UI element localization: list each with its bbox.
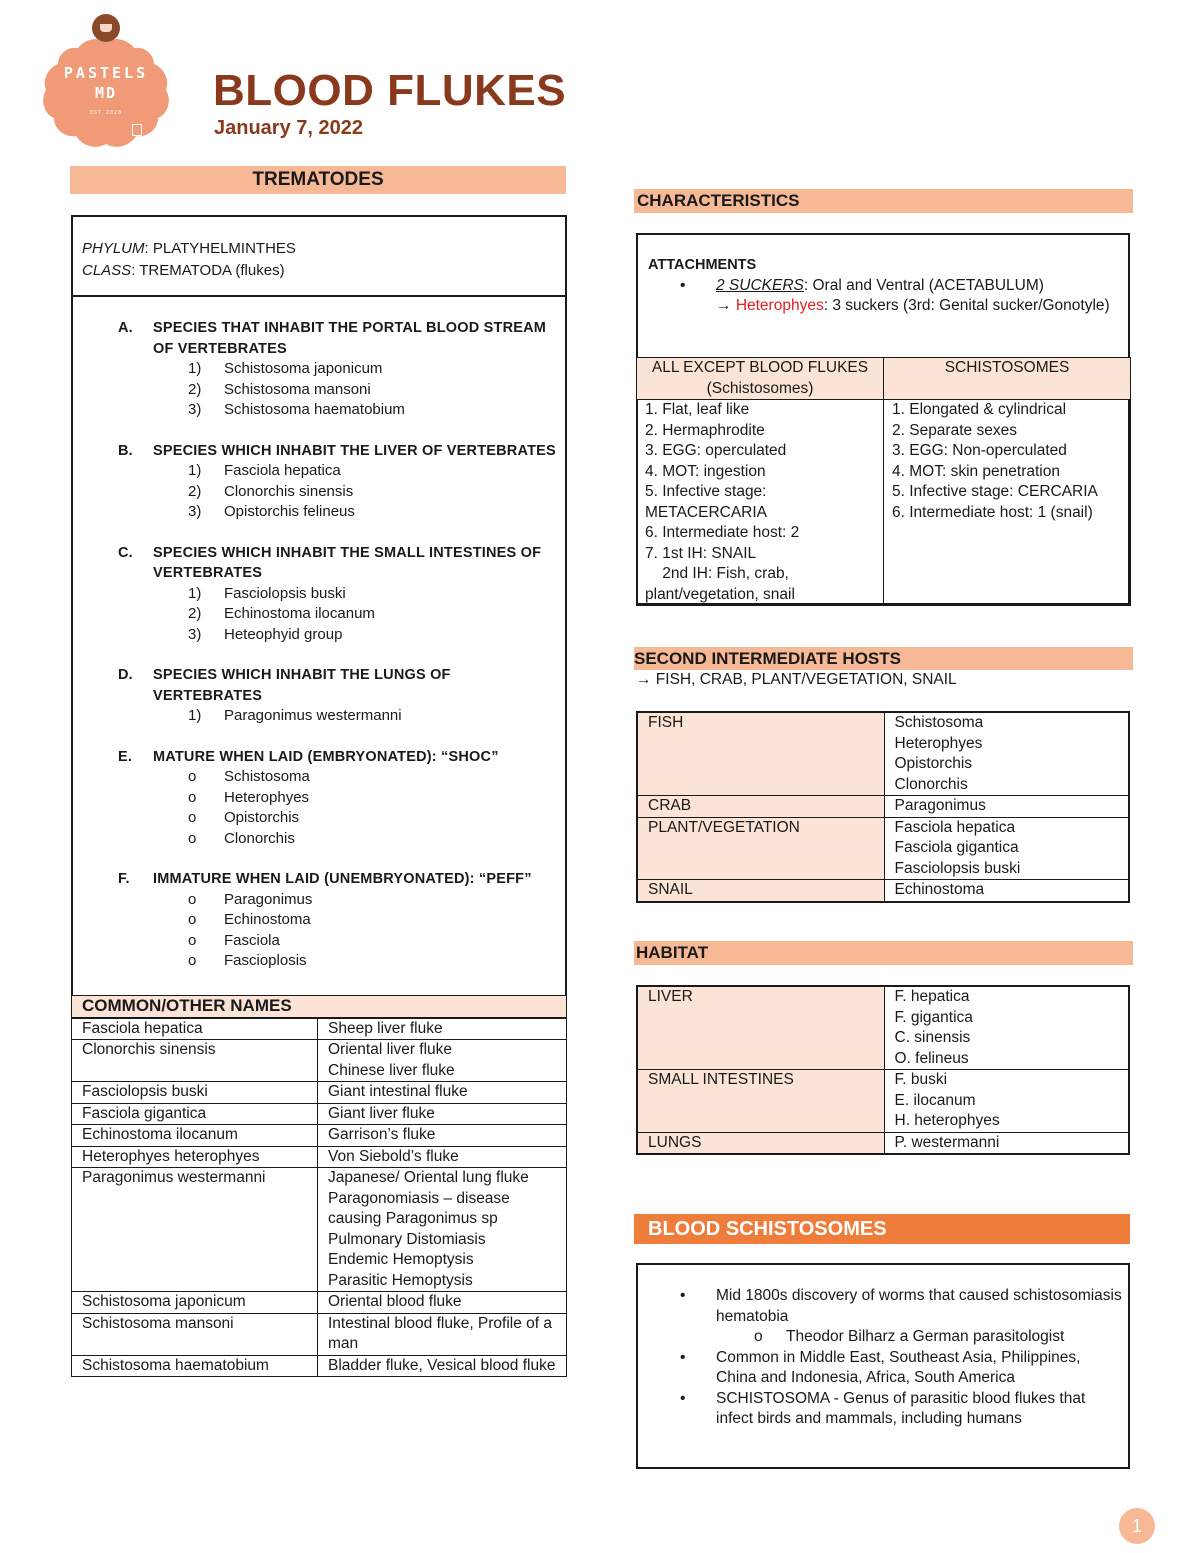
list-item	[188, 788, 558, 809]
blood-schistosomes-list	[648, 1286, 1123, 1430]
common-name: Oriental blood fluke	[328, 1293, 462, 1310]
characteristic-item: 6. Intermediate host: 2	[645, 524, 800, 541]
classification-text	[82, 238, 296, 282]
species-items	[188, 767, 558, 849]
attachments	[648, 255, 1118, 317]
common-name-cell	[318, 1355, 567, 1377]
species-items	[188, 359, 558, 421]
common-name: Intestinal blood fluke, Profile of a man	[328, 1314, 553, 1352]
species-group	[118, 543, 558, 646]
common-name-cell	[318, 1313, 567, 1355]
common-name-cell	[318, 1146, 567, 1168]
group-letter: B.	[118, 442, 133, 459]
group-letter: C.	[118, 544, 133, 561]
list-item	[188, 604, 558, 625]
stethoscope-icon	[132, 124, 142, 136]
group-heading-text: SPECIES THAT INHABIT THE PORTAL BLOOD STREAM OF VERTEBRATES	[153, 320, 547, 357]
table-row	[72, 1125, 567, 1147]
species-name: Echinostoma	[224, 911, 311, 928]
blood-schistosomes-header: BLOOD SCHISTOSOMES	[634, 1214, 1130, 1244]
species-name: Heteophyid group	[224, 625, 343, 643]
group-letter: F.	[118, 871, 130, 887]
schisto-subpoint-1: Theodor Bilharz a German parasitologist	[786, 1328, 1065, 1345]
common-name: Garrison’s fluke	[328, 1126, 436, 1143]
characteristic-item: 3. EGG: operculated	[645, 442, 787, 459]
label-cell: SMALL INTESTINES	[637, 1070, 884, 1133]
habitat-table	[636, 985, 1130, 1155]
col1-header: ALL EXCEPT BLOOD FLUKES (Schistosomes)	[637, 358, 884, 400]
class-value: : TREMATODA (flukes)	[131, 262, 285, 279]
characteristic-item: 2. Hermaphrodite	[645, 421, 765, 439]
species-items	[188, 890, 558, 972]
group-heading-text: IMMATURE WHEN LAID (UNEMBRYONATED): “PEFF”	[153, 871, 532, 887]
list-item	[188, 951, 558, 972]
list-item	[188, 400, 558, 421]
species-name: Fasciola hepatica	[224, 462, 341, 479]
list-item	[648, 1389, 1123, 1430]
table-row	[637, 986, 1129, 1070]
common-name-cell	[318, 1040, 567, 1082]
species-cell: Schistosoma haematobium	[72, 1355, 318, 1377]
list-item	[188, 380, 558, 401]
characteristic-item: 5. Infective stage: METACERCARIA	[645, 483, 771, 521]
col2-header: SCHISTOSOMES	[884, 358, 1131, 400]
species-group	[118, 869, 558, 972]
common-name-cell	[318, 1292, 567, 1314]
species-list	[118, 318, 558, 992]
table-row	[72, 1168, 567, 1292]
group-letter: E.	[118, 748, 133, 765]
phylum-value: : PLATYHELMINTHES	[144, 240, 296, 257]
species-name: Heterophyes	[894, 734, 983, 752]
species-name: Schistosoma mansoni	[224, 380, 371, 398]
second-ih-header: SECOND INTERMEDIATE HOSTS	[634, 647, 1133, 670]
species-cell: Fasciola gigantica	[72, 1103, 318, 1125]
pastels-md-logo	[36, 28, 176, 152]
species-name: F. hepatica	[894, 988, 970, 1005]
page-date: January 7, 2022	[214, 117, 363, 139]
list-item	[188, 359, 558, 380]
common-name-cell	[318, 1082, 567, 1104]
characteristic-item: 7. 1st IH: SNAIL	[645, 544, 757, 562]
list-item	[188, 931, 558, 952]
characteristic-item: 2nd IH: Fish, crab, plant/vegetation, snail	[645, 565, 795, 603]
species-name: Clonorchis	[224, 829, 295, 847]
table-row	[72, 1040, 567, 1082]
species-group-heading	[118, 747, 558, 768]
common-name: Bladder fluke, Vesical blood fluke	[328, 1356, 556, 1374]
list-item	[648, 1348, 1123, 1389]
species-group-heading	[118, 318, 558, 359]
second-ih-summary: → FISH, CRAB, PLANT/VEGETATION, SNAIL	[636, 671, 957, 688]
species-cell: Fasciola hepatica	[72, 1018, 318, 1040]
characteristic-item: 5. Infective stage: CERCARIA	[892, 483, 1098, 500]
species-name: Fasciolopsis buski	[894, 859, 1021, 877]
list-item	[188, 625, 558, 646]
species-name: P. westermanni	[894, 1133, 1000, 1151]
list-item	[188, 890, 558, 911]
species-name: H. heterophyes	[894, 1112, 1000, 1129]
bullet-icon: •	[680, 276, 686, 294]
item-marker: o	[188, 890, 197, 908]
attachments-heading: ATTACHMENTS	[648, 257, 757, 273]
characteristics-table	[636, 357, 1131, 606]
species-name: Schistosoma haematobium	[224, 401, 405, 418]
species-name: Echinostoma ilocanum	[224, 605, 375, 622]
group-letter: A.	[118, 320, 133, 336]
species-group-heading	[118, 441, 558, 462]
species-name: Clonorchis sinensis	[224, 482, 354, 500]
common-name: Paragonomiasis – disease causing Paragonimus sp	[328, 1189, 510, 1227]
species-name: Fascioplosis	[224, 952, 307, 969]
species-group	[118, 441, 558, 523]
species-group-heading	[118, 869, 558, 890]
species-cell: Clonorchis sinensis	[72, 1040, 318, 1082]
species-name: Opistorchis	[894, 755, 973, 772]
heterophyes-text: : 3 suckers (3rd: Genital sucker/Gonotyle)	[823, 297, 1110, 314]
label-cell: LUNGS	[637, 1132, 884, 1154]
species-items	[188, 461, 558, 523]
item-marker: 2)	[188, 482, 202, 500]
species-name: Opistorchis	[224, 809, 300, 826]
list-item	[188, 808, 558, 829]
species-name: Paragonimus	[894, 797, 986, 814]
species-name: Fasciola hepatica	[894, 818, 1016, 836]
label-cell: LIVER	[637, 986, 884, 1070]
species-group-heading	[118, 665, 558, 706]
list-item	[188, 706, 558, 727]
common-name: Oriental liver fluke	[328, 1041, 453, 1058]
table-row	[72, 1103, 567, 1125]
item-marker: o	[188, 768, 197, 785]
item-marker: 3)	[188, 625, 202, 643]
item-marker: o	[188, 911, 197, 928]
bullet-icon: •	[680, 1389, 686, 1407]
table-row	[72, 1292, 567, 1314]
common-name: Giant intestinal fluke	[328, 1083, 468, 1100]
logo-line-1: PASTELS	[63, 64, 149, 82]
species-cell: Schistosoma japonicum	[72, 1292, 318, 1314]
species-cell: Echinostoma ilocanum	[72, 1125, 318, 1147]
item-marker: 1)	[188, 462, 202, 479]
common-name: Endemic Hemoptysis	[328, 1251, 474, 1268]
common-name-cell	[318, 1125, 567, 1147]
species-name: Paragonimus westermanni	[224, 707, 402, 724]
list-item	[188, 461, 558, 482]
item-marker: o	[188, 809, 197, 826]
common-names-table	[71, 995, 567, 1377]
item-marker: 2)	[188, 605, 202, 622]
sub-bullet-icon: o	[754, 1328, 763, 1345]
table-row	[72, 1355, 567, 1377]
bullet-icon: •	[680, 1287, 686, 1304]
list-item	[188, 502, 558, 523]
characteristic-item: 1. Elongated & cylindrical	[892, 401, 1067, 418]
common-name-cell	[318, 1018, 567, 1040]
list-item	[188, 584, 558, 605]
arrow-icon: →	[716, 297, 736, 314]
group-letter: D.	[118, 667, 133, 683]
species-cell: Schistosoma mansoni	[72, 1313, 318, 1355]
class-label: CLASS	[82, 262, 132, 279]
species-items	[188, 706, 558, 727]
table-row	[637, 712, 1129, 796]
page-number: 1	[1119, 1508, 1155, 1544]
species-cell	[884, 796, 1129, 818]
characteristic-item: 1. Flat, leaf like	[645, 401, 750, 418]
species-cell: Fasciolopsis buski	[72, 1082, 318, 1104]
characteristic-item: 4. MOT: skin penetration	[892, 462, 1060, 480]
species-group	[118, 318, 558, 421]
list-item	[188, 829, 558, 850]
coffee-cup-icon	[92, 14, 120, 42]
list-item	[188, 767, 558, 788]
table-row	[72, 1146, 567, 1168]
label-cell: CRAB	[637, 796, 884, 818]
item-marker: 1)	[188, 707, 202, 724]
habitat-header: HABITAT	[634, 941, 1133, 965]
list-item	[648, 1286, 1123, 1327]
schisto-point-2: Common in Middle East, Southeast Asia, Philippines, China and Indonesia, Africa, South America	[716, 1348, 1081, 1386]
table-row	[72, 1018, 567, 1040]
item-marker: o	[188, 931, 197, 949]
species-cell: Paragonimus westermanni	[72, 1168, 318, 1292]
table-row	[637, 1070, 1129, 1133]
common-name-cell	[318, 1103, 567, 1125]
species-name: Schistosoma	[224, 768, 310, 785]
table-row	[637, 1132, 1129, 1154]
species-cell	[884, 1132, 1129, 1154]
species-name: Opistorchis felineus	[224, 503, 355, 520]
col2-cell	[884, 400, 1131, 606]
schisto-point-3: SCHISTOSOMA - Genus of parasitic blood flukes that infect birds and mammals, including humans	[716, 1389, 1086, 1427]
group-heading-text: MATURE WHEN LAID (EMBRYONATED): “SHOC”	[153, 748, 499, 765]
characteristics-header: CHARACTERISTICS	[634, 189, 1133, 213]
second-ih-table	[636, 711, 1130, 903]
list-item	[648, 1327, 1123, 1348]
table-row	[72, 1082, 567, 1104]
group-heading-text: SPECIES WHICH INHABIT THE LIVER OF VERTEBRATES	[153, 442, 556, 459]
species-name: Heterophyes	[224, 788, 310, 806]
attachments-item	[648, 276, 1118, 317]
suckers-text: : Oral and Ventral (ACETABULUM)	[803, 276, 1044, 294]
common-name: Giant liver fluke	[328, 1104, 435, 1122]
common-name: Pulmonary Distomiasis	[328, 1230, 486, 1248]
species-cell	[884, 712, 1129, 796]
species-name: Schistosoma japonicum	[224, 360, 383, 377]
species-name: Fasciola gigantica	[894, 839, 1019, 856]
species-name: Clonorchis	[894, 775, 968, 793]
species-name: C. sinensis	[894, 1029, 971, 1046]
group-heading-text: SPECIES WHICH INHABIT THE SMALL INTESTINES OF VERTEBRATES	[153, 544, 542, 581]
table-row	[637, 796, 1129, 818]
table-row	[637, 817, 1129, 880]
species-name: F. buski	[894, 1071, 948, 1088]
label-cell: FISH	[637, 712, 884, 796]
common-names-header: COMMON/OTHER NAMES	[72, 996, 567, 1018]
characteristic-item: 6. Intermediate host: 1 (snail)	[892, 503, 1093, 521]
species-items	[188, 584, 558, 646]
label-cell: SNAIL	[637, 880, 884, 902]
species-cell	[884, 880, 1129, 902]
label-cell: PLANT/VEGETATION	[637, 817, 884, 880]
species-group	[118, 665, 558, 727]
trematodes-header: TREMATODES	[70, 166, 566, 194]
list-item	[188, 482, 558, 503]
page-title: BLOOD FLUKES	[213, 66, 567, 115]
col1-cell	[637, 400, 884, 606]
item-marker: 3)	[188, 503, 202, 520]
species-name: E. ilocanum	[894, 1091, 976, 1109]
common-name: Von Siebold’s fluke	[328, 1147, 459, 1165]
schisto-point-1: Mid 1800s discovery of worms that caused schistosomiasis hematobia	[716, 1287, 1122, 1325]
species-cell	[884, 1070, 1129, 1133]
item-marker: 3)	[188, 401, 202, 418]
species-cell	[884, 986, 1129, 1070]
group-heading-text: SPECIES WHICH INHABIT THE LUNGS OF VERTEBRATES	[153, 667, 451, 704]
item-marker: o	[188, 788, 197, 806]
list-item	[188, 910, 558, 931]
species-name: F. gigantica	[894, 1008, 973, 1026]
species-cell	[884, 817, 1129, 880]
common-name: Sheep liver fluke	[328, 1019, 443, 1037]
table-row	[637, 880, 1129, 902]
logo-line-3: EST 2020	[89, 110, 123, 116]
item-marker: o	[188, 952, 197, 969]
species-cell: Heterophyes heterophyes	[72, 1146, 318, 1168]
item-marker: 1)	[188, 584, 202, 602]
item-marker: o	[188, 829, 197, 847]
common-name: Parasitic Hemoptysis	[328, 1271, 473, 1289]
suckers-label: 2 SUCKERS	[716, 276, 804, 294]
species-name: Echinostoma	[894, 881, 985, 898]
species-group-heading	[118, 543, 558, 584]
species-name: Schistosoma	[894, 714, 984, 731]
species-name: Fasciola	[224, 931, 280, 949]
common-name: Chinese liver fluke	[328, 1061, 455, 1079]
characteristic-item: 3. EGG: Non-operculated	[892, 442, 1067, 459]
bullet-icon: •	[680, 1348, 686, 1366]
species-group	[118, 747, 558, 850]
species-name: Paragonimus	[224, 890, 313, 908]
common-name: Japanese/ Oriental lung fluke	[328, 1169, 529, 1186]
characteristic-item: 4. MOT: ingestion	[645, 462, 766, 480]
species-name: O. felineus	[894, 1049, 969, 1067]
item-marker: 2)	[188, 380, 202, 398]
common-name-cell	[318, 1168, 567, 1292]
item-marker: 1)	[188, 360, 202, 377]
table-row	[72, 1313, 567, 1355]
species-name: Fasciolopsis buski	[224, 584, 346, 602]
phylum-label: PHYLUM	[82, 240, 145, 257]
heterophyes-label: Heterophyes	[735, 297, 824, 314]
logo-line-2: MD	[94, 84, 118, 102]
characteristic-item: 2. Separate sexes	[892, 421, 1017, 439]
